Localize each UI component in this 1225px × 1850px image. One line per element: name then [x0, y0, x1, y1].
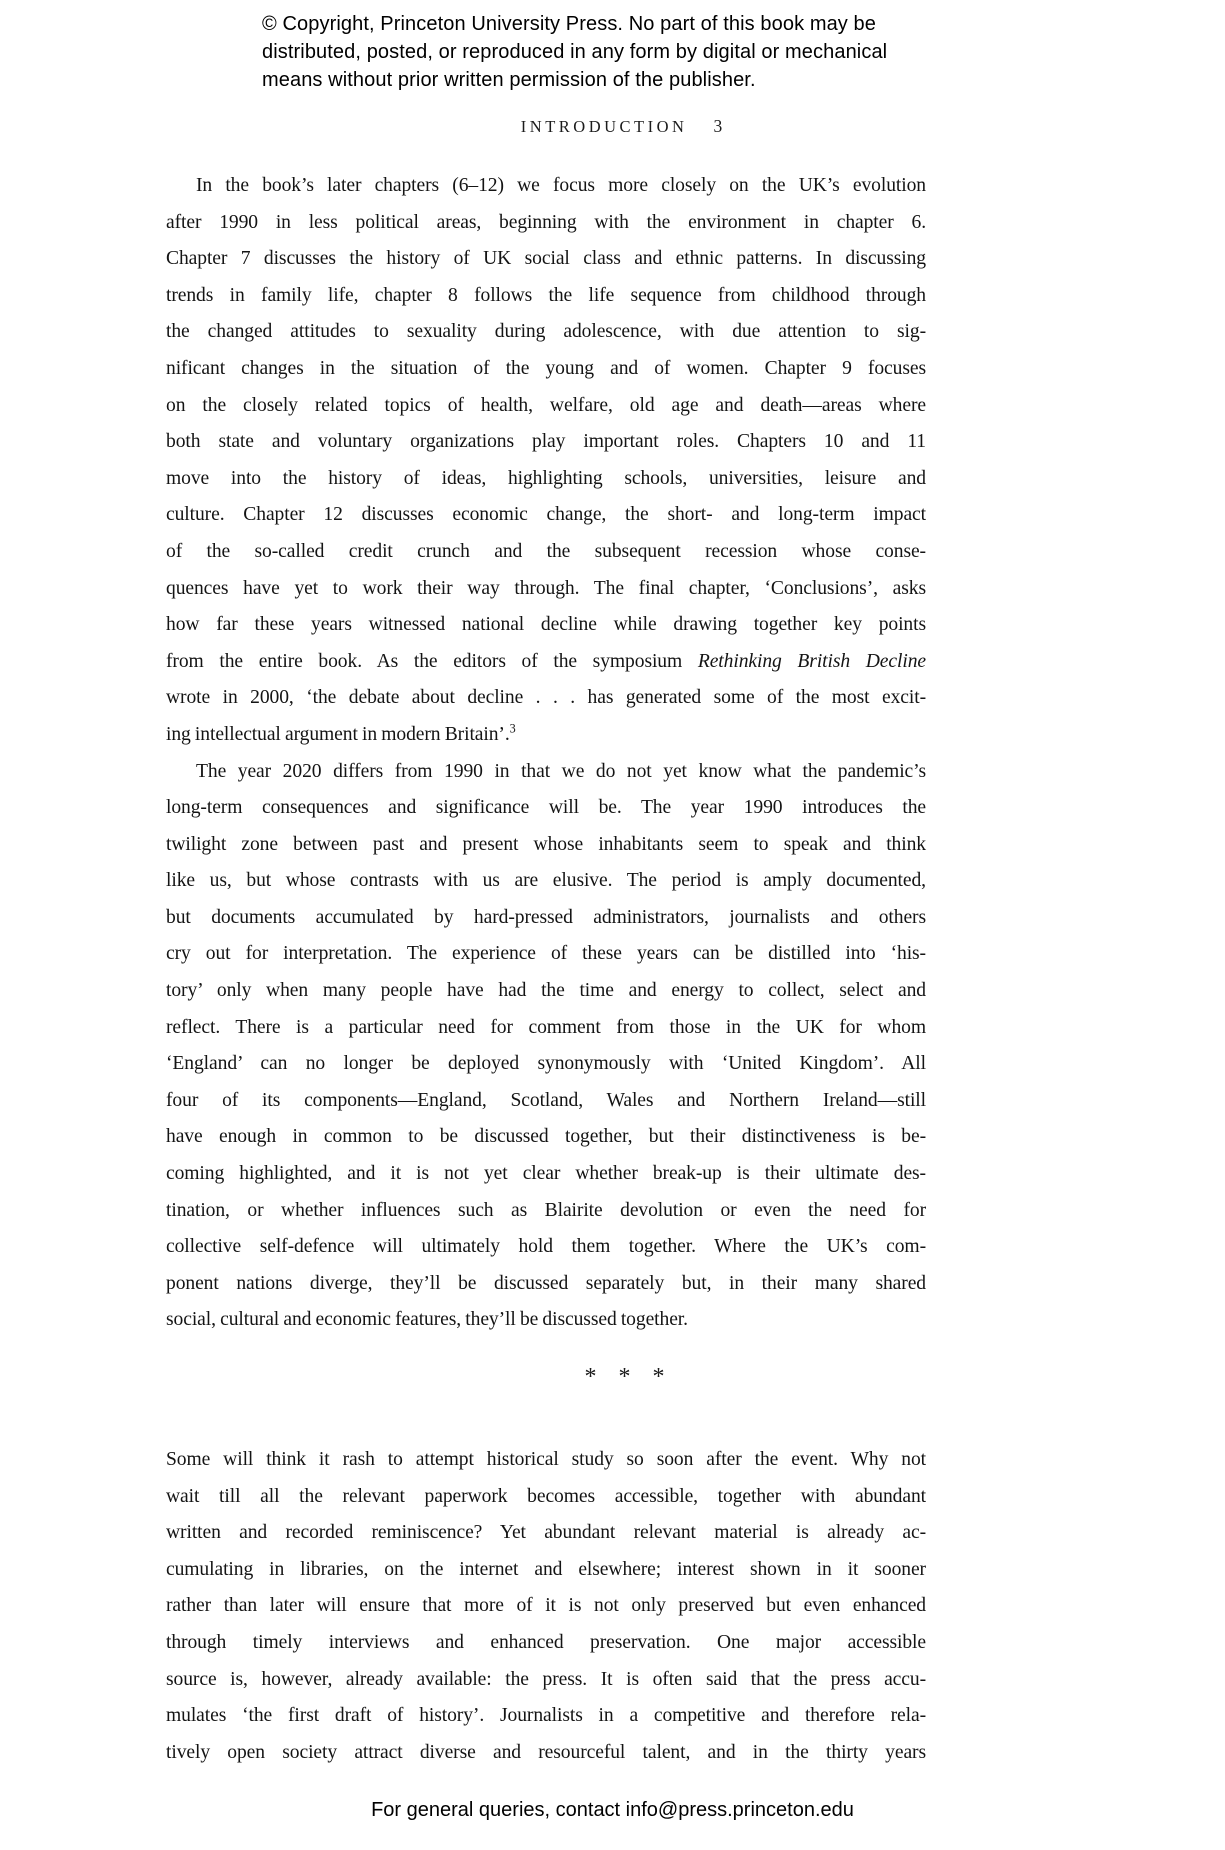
copyright-line: distributed, posted, or reproduced in any form by digital or mechanical	[262, 41, 888, 63]
text-line	[166, 644, 926, 681]
text-line: cumulating in libraries, on the internet and elsewhere; interest shown in it sooner	[166, 1558, 926, 1580]
text-line: social, cultural and economic features, they’ll be discussed together.	[166, 1309, 688, 1331]
text-line: through timely interviews and enhanced preservation. One major accessible	[166, 1631, 926, 1653]
text-line: wrote in 2000, ‘the debate about decline . . . has generated some of the most excit-	[166, 687, 926, 709]
text-segment: from the entire book. As the editors of the symposium	[166, 650, 698, 672]
running-head	[18, 116, 1225, 137]
text-line: written and recorded reminiscence? Yet abundant relevant material is already ac-	[166, 1522, 926, 1544]
italic-book-title: Rethinking British Decline	[697, 650, 926, 672]
copyright-notice	[262, 10, 887, 94]
text-line: tively open society attract diverse and resourceful talent, and in the thirty years	[166, 1741, 926, 1763]
footnote-marker: 3	[509, 721, 516, 736]
text-line: coming highlighted, and it is not yet clear whether break-up is their ultimate des-	[166, 1163, 926, 1185]
text-line: tination, or whether influences such as Blairite devolution or even the need for	[166, 1199, 926, 1221]
copyright-line: means without prior written permission of the publisher.	[262, 69, 756, 91]
text-line: cry out for interpretation. The experience of these years can be distilled into ‘his-	[166, 943, 926, 965]
text-line: wait till all the relevant paperwork becomes accessible, together with abundant	[166, 1485, 926, 1507]
text-line: like us, but whose contrasts with us are elusive. The period is amply documented,	[166, 870, 926, 892]
text-line: long-term consequences and significance will be. The year 1990 introduces the	[166, 797, 926, 819]
text-line: rather than later will ensure that more of it is not only preserved but even enhanced	[166, 1595, 926, 1617]
text-line: The year 2020 differs from 1990 in that we do not yet know what the pandemic’s	[196, 760, 926, 782]
footer-queries: For general queries, contact info@press.princeton.edu	[371, 1799, 854, 1821]
text-line: ponent nations diverge, they’ll be discussed separately but, in their many shared	[166, 1272, 926, 1294]
text-line: reflect. There is a particular need for comment from those in the UK for whom	[166, 1016, 926, 1038]
text-line: twilight zone between past and present whose inhabitants seem to speak and think	[166, 833, 926, 855]
text-line: collective self-defence will ultimately hold them together. Where the UK’s com-	[166, 1236, 926, 1258]
asterisk: *	[652, 1364, 665, 1390]
text-line: culture. Chapter 12 discusses economic change, the short- and long-term impact	[166, 504, 926, 526]
page-number: 3	[713, 116, 723, 136]
text-line: move into the history of ideas, highlighting schools, universities, leisure and	[166, 467, 926, 489]
text-line: of the so-called credit crunch and the subsequent recession whose conse-	[166, 540, 926, 562]
text-line: trends in family life, chapter 8 follows the life sequence from childhood through	[166, 284, 926, 306]
text-line: both state and voluntary organizations play important roles. Chapters 10 and 11	[166, 431, 926, 453]
text-line: Some will think it rash to attempt historical study so soon after the event. Why not	[166, 1449, 926, 1470]
text-line: mulates ‘the first draft of history’. Journalists in a competitive and therefore rela-	[166, 1705, 926, 1727]
text-line: Chapter 7 discusses the history of UK social class and ethnic patterns. In discussing	[166, 248, 926, 270]
text-line: but documents accumulated by hard-pressed administrators, journalists and others	[166, 906, 926, 928]
paragraph-rash-to-attempt-history	[166, 1442, 926, 1771]
section-separator	[24, 1364, 1225, 1391]
text-line: nificant changes in the situation of the young and of women. Chapter 9 focuses	[166, 357, 926, 379]
text-line: how far these years witnessed national decline while drawing together key points	[166, 614, 926, 636]
text-line: on the closely related topics of health, welfare, old age and death—areas where	[166, 394, 926, 416]
body-text	[166, 168, 926, 1771]
text-line: ‘England’ can no longer be deployed synonymously with ‘United Kingdom’. All	[166, 1053, 926, 1075]
copyright-line: © Copyright, Princeton University Press. No part of this book may be	[262, 13, 877, 35]
text-line	[166, 717, 926, 754]
asterisk: *	[618, 1364, 631, 1390]
asterisk: *	[584, 1364, 597, 1390]
text-line: four of its components—England, Scotland, Wales and Northern Ireland—still	[166, 1089, 926, 1111]
text-line: source is, however, already available: the press. It is often said that the press accu-	[166, 1668, 926, 1690]
running-head-title: INTRODUCTION	[520, 117, 688, 136]
text-line: tory’ only when many people have had the time and energy to collect, select and	[166, 980, 926, 1002]
paragraph-later-chapters-overview	[166, 168, 926, 754]
text-line: the changed attitudes to sexuality during adolescence, with due attention to sig-	[166, 321, 926, 343]
text-line: In the book’s later chapters (6–12) we focus more closely on the UK’s evolution	[196, 175, 926, 196]
text-line: have enough in common to be discussed together, but their distinctiveness is be-	[166, 1126, 926, 1148]
text-segment: ing intellectual argument in modern Britain’.	[166, 723, 510, 745]
text-line: quences have yet to work their way through. The final chapter, ‘Conclusions’, asks	[166, 577, 926, 599]
text-line: after 1990 in less political areas, beginning with the environment in chapter 6.	[166, 211, 926, 233]
paragraph-year-2020-differs	[166, 754, 926, 1340]
